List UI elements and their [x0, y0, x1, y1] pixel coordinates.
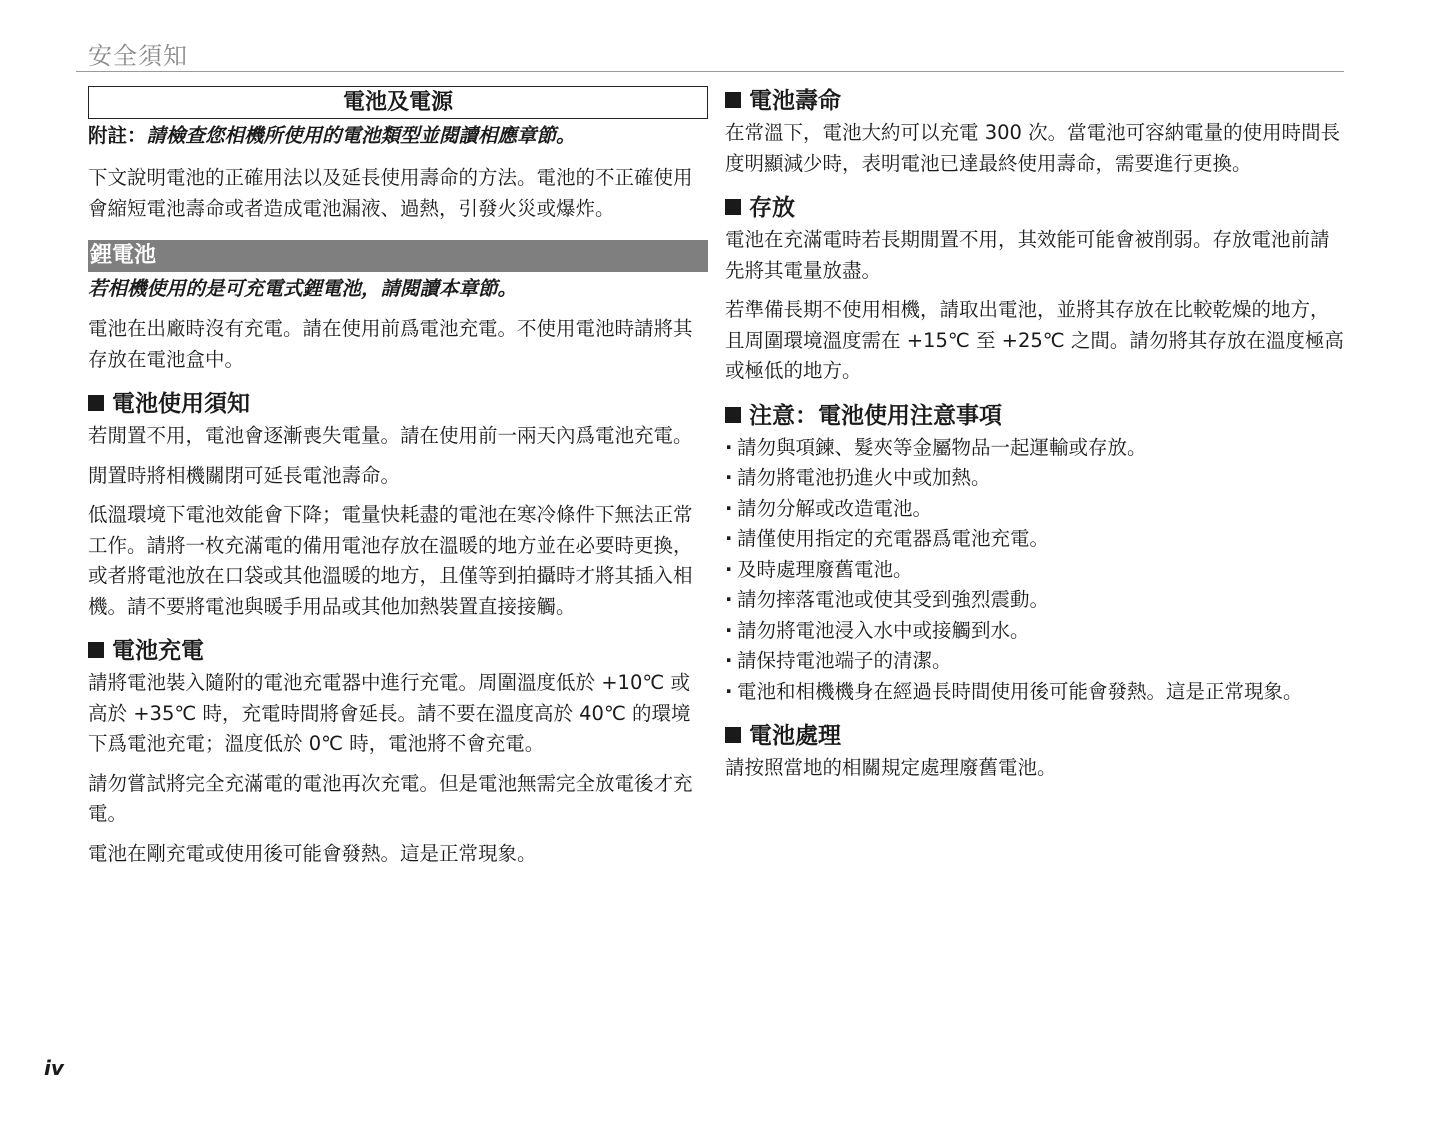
usage-paragraph: 若閒置不用，電池會逐漸喪失電量。請在使用前一兩天內爲電池充電。: [88, 424, 693, 447]
life-heading: [725, 86, 1345, 116]
square-bullet-icon: [88, 395, 104, 411]
charging-paragraph: 請將電池裝入隨附的電池充電器中進行充電。周圍溫度低於 +10℃ 或高於 +35℃ 時，充電時間將會延長。請不要在溫度高於 40℃ 的環境下爲電池充電；溫度低於 0℃ 時，電池將不會充電。: [88, 671, 691, 755]
square-bullet-icon: [88, 642, 104, 658]
charging-heading-text: 電池充電: [112, 638, 204, 664]
charging-heading: [88, 636, 708, 666]
lithium-paragraph: 電池在出廠時沒有充電。請在使用前爲電池充電。不使用電池時請將其存放在電池盒中。: [88, 317, 693, 371]
square-bullet-icon: [725, 92, 741, 108]
disposal-heading-text: 電池處理: [749, 723, 841, 749]
caution-heading-text: 注意：電池使用注意事項: [749, 402, 1002, 429]
lithium-note: 若相機使用的是可充電式鋰電池，請閱讀本章節。: [88, 277, 518, 300]
note: [88, 121, 708, 151]
charging-paragraph: 請勿嘗試將完全充滿電的電池再次充電。但是電池無需完全放電後才充電。: [88, 771, 693, 825]
life-heading-text: 電池壽命: [749, 88, 841, 114]
usage-heading: [88, 389, 708, 419]
square-bullet-icon: [725, 199, 741, 215]
life-paragraph: 在常溫下，電池大約可以充電 300 次。當電池可容納電量的使用時間長度明顯減少時，表明電池已達最終使用壽命，需要進行更換。: [725, 121, 1341, 175]
list-item: · 電池和相機機身在經過長時間使用後可能會發熱。這是正常現象。: [725, 677, 1345, 708]
square-bullet-icon: [725, 727, 741, 743]
disposal-heading: [725, 721, 1345, 751]
note-prefix: 附註：: [88, 124, 147, 147]
section-title: 安全須知: [88, 42, 188, 70]
lithium-bar: [88, 240, 708, 272]
list-item: · 及時處理廢舊電池。: [725, 555, 1345, 586]
lithium-bar-title: 鋰電池: [90, 243, 157, 268]
list-item: · 請勿將電池扔進火中或加熱。: [725, 463, 1345, 494]
list-item: · 請勿將電池浸入水中或接觸到水。: [725, 616, 1345, 647]
left-column: [88, 86, 708, 878]
storage-paragraph: 電池在充滿電時若長期閒置不用，其效能可能會被削弱。存放電池前請先將其電量放盡。: [725, 228, 1330, 282]
page-number: iv: [44, 1056, 64, 1080]
storage-heading-text: 存放: [749, 195, 795, 221]
box-title: 電池及電源: [88, 86, 708, 119]
list-item: · 請勿與項鍊、髮夾等金屬物品一起運輸或存放。: [725, 433, 1345, 464]
disposal-paragraph: 請按照當地的相關規定處理廢舊電池。: [725, 756, 1057, 779]
list-item: · 請勿分解或改造電池。: [725, 494, 1345, 525]
square-bullet-icon: [725, 407, 741, 423]
usage-heading-text: 電池使用須知: [112, 391, 250, 417]
note-text: 請檢查您相機所使用的電池類型並閱讀相應章節。: [146, 124, 576, 147]
page-header: [76, 36, 1344, 72]
charging-paragraph: 電池在剛充電或使用後可能會發熱。這是正常現象。: [88, 841, 537, 865]
list-item: · 請勿摔落電池或使其受到強烈震動。: [725, 585, 1345, 616]
list-item: · 請僅使用指定的充電器爲電池充電。: [725, 524, 1345, 555]
intro-paragraph: 下文說明電池的正確用法以及延長使用壽命的方法。電池的不正確使用會縮短電池壽命或者造成電池漏液、過熱，引發火災或爆炸。: [88, 166, 693, 220]
right-column: [725, 86, 1345, 793]
storage-heading: [725, 193, 1345, 223]
caution-heading: [725, 401, 1345, 431]
list-item: · 請保持電池端子的清潔。: [725, 646, 1345, 677]
caution-list: [725, 433, 1345, 708]
usage-paragraph: 閒置時將相機關閉可延長電池壽命。: [88, 463, 401, 487]
usage-paragraph: 低溫環境下電池效能會下降；電量快耗盡的電池在寒冷條件下無法正常工作。請將一枚充滿電的備用電池存放在溫暖的地方並在必要時更換，或者將電池放在口袋或其他溫暖的地方，且僅等到拍攝時才將其插入相機。請不要將電池與暖手用品或其他加熱裝置直接接觸。: [88, 503, 693, 618]
storage-paragraph: 若準備長期不使用相機，請取出電池，並將其存放在比較乾燥的地方，且周圍環境溫度需在 +15℃ 至 +25℃ 之間。請勿將其存放在溫度極高或極低的地方。: [725, 298, 1344, 382]
